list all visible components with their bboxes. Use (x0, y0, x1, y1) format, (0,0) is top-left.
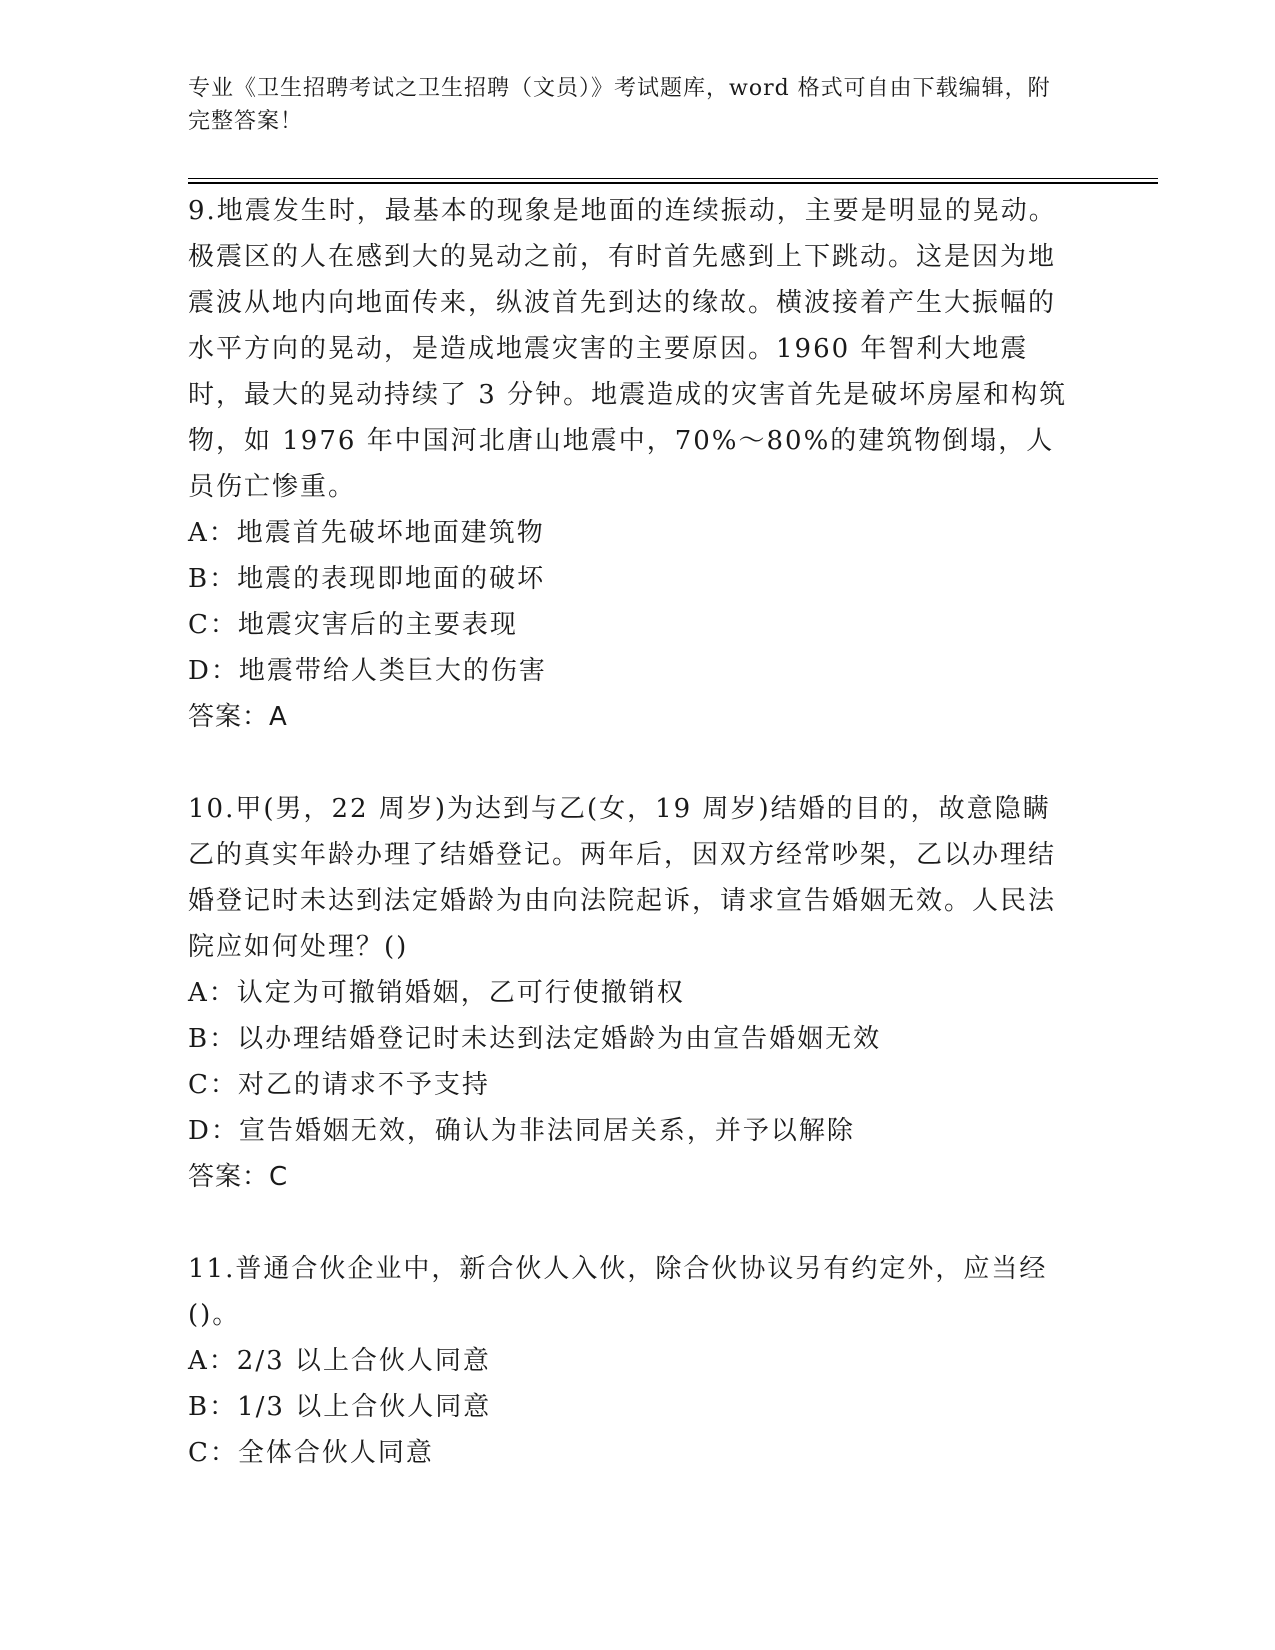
question-list (188, 188, 1078, 1476)
option-c: C：全体合伙人同意 (188, 1438, 434, 1468)
option-c: C：对乙的请求不予支持 (188, 1070, 490, 1100)
option-d: D：地震带给人类巨大的伤害 (188, 656, 547, 686)
question-stem: 9.地震发生时，最基本的现象是地面的连续振动，主要是明显的晃动。极震区的人在感到大的晃动之前，有时首先感到上下跳动。这是因为地震波从地内向地面传来，纵波首先到达的缘故。横波接着产生大振幅的水平方向的晃动，是造成地震灾害的主要原因。1960 年智利大地震时，最大的晃动持续了 3 分钟。地震造成的灾害首先是破坏房屋和构筑物，如 1976 年中国河北唐山地震中，70%～80%的建筑物倒塌，人员伤亡惨重。 (188, 196, 1068, 502)
option-a: A：认定为可撤销婚姻，乙可行使撤销权 (188, 978, 685, 1008)
option-a: A：2/3 以上合伙人同意 (188, 1346, 491, 1376)
question-11 (188, 1246, 1078, 1476)
header-divider-thin (188, 178, 1158, 179)
question-stem: 10.甲(男，22 周岁)为达到与乙(女，19 周岁)结婚的目的，故意隐瞒乙的真实年龄办理了结婚登记。两年后，因双方经常吵架，乙以办理结婚登记时未达到法定婚龄为由向法院起诉，请求宣告婚姻无效。人民法院应如何处理？() (188, 794, 1057, 962)
option-b: B：地震的表现即地面的破坏 (188, 564, 546, 594)
document-header: 专业《卫生招聘考试之卫生招聘（文员）》考试题库，word 格式可自由下载编辑，附完整答案！ (188, 76, 1051, 134)
spacer (188, 1200, 1078, 1246)
option-a: A：地震首先破坏地面建筑物 (188, 518, 545, 548)
option-c: C：地震灾害后的主要表现 (188, 610, 518, 640)
answer-label: 答案：A (188, 702, 288, 732)
spacer (188, 740, 1078, 786)
question-stem: 11.普通合伙企业中，新合伙人入伙，除合伙协议另有约定外，应当经()。 (188, 1254, 1048, 1330)
answer-label: 答案：C (188, 1162, 289, 1192)
option-b: B：1/3 以上合伙人同意 (188, 1392, 492, 1422)
question-9 (188, 188, 1078, 740)
option-d: D：宣告婚姻无效，确认为非法同居关系，并予以解除 (188, 1116, 855, 1146)
option-b: B：以办理结婚登记时未达到法定婚龄为由宣告婚姻无效 (188, 1024, 882, 1054)
header-divider-thick (188, 182, 1158, 184)
question-10 (188, 786, 1078, 1200)
